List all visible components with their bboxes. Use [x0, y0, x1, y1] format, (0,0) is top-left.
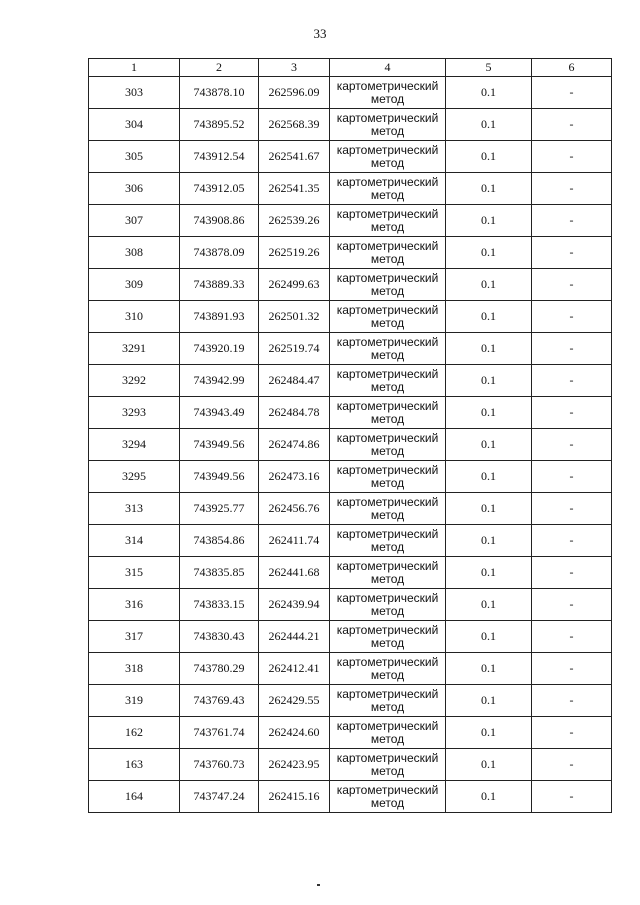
method-line-1: картометрический [336, 462, 439, 477]
method-line-1: картометрический [336, 782, 439, 797]
method-line-2: метод [370, 699, 405, 714]
table-row [89, 141, 612, 173]
precision-cell: 0.1 [446, 141, 532, 173]
x-coordinate-cell: 743747.24 [180, 781, 259, 813]
precision-cell: 0.1 [446, 493, 532, 525]
x-coordinate-cell: 743760.73 [180, 749, 259, 781]
method-line-1: картометрический [336, 398, 439, 413]
method-cell [330, 109, 446, 141]
method-line-1: картометрический [336, 718, 439, 733]
y-coordinate-cell: 262456.76 [259, 493, 330, 525]
table-row [89, 237, 612, 269]
method-line-1: картометрический [336, 238, 439, 253]
precision-cell: 0.1 [446, 77, 532, 109]
precision-cell: 0.1 [446, 525, 532, 557]
x-coordinate-cell: 743942.99 [180, 365, 259, 397]
table-row [89, 621, 612, 653]
description-cell: - [532, 109, 612, 141]
method-cell [330, 333, 446, 365]
table-row [89, 173, 612, 205]
method-cell [330, 589, 446, 621]
table-row [89, 781, 612, 813]
method-cell [330, 653, 446, 685]
precision-cell: 0.1 [446, 685, 532, 717]
method-line-2: метод [370, 219, 405, 234]
method-cell [330, 365, 446, 397]
x-coordinate-cell: 743912.05 [180, 173, 259, 205]
x-coordinate-cell: 743878.09 [180, 237, 259, 269]
y-coordinate-cell: 262484.78 [259, 397, 330, 429]
description-cell: - [532, 77, 612, 109]
x-coordinate-cell: 743830.43 [180, 621, 259, 653]
method-cell [330, 621, 446, 653]
table-row [89, 77, 612, 109]
point-number-cell: 3292 [89, 365, 180, 397]
y-coordinate-cell: 262444.21 [259, 621, 330, 653]
table-row [89, 429, 612, 461]
method-line-2: метод [370, 91, 405, 106]
y-coordinate-cell: 262519.26 [259, 237, 330, 269]
method-cell [330, 173, 446, 205]
precision-cell: 0.1 [446, 397, 532, 429]
method-cell [330, 205, 446, 237]
precision-cell: 0.1 [446, 269, 532, 301]
description-cell: - [532, 781, 612, 813]
table-row [89, 333, 612, 365]
point-number-cell: 306 [89, 173, 180, 205]
description-cell: - [532, 205, 612, 237]
method-line-2: метод [370, 539, 405, 554]
precision-cell: 0.1 [446, 589, 532, 621]
method-line-1: картометрический [336, 750, 439, 765]
description-cell: - [532, 461, 612, 493]
table-row [89, 301, 612, 333]
point-number-cell: 305 [89, 141, 180, 173]
method-cell [330, 461, 446, 493]
precision-cell: 0.1 [446, 557, 532, 589]
method-line-1: картометрический [336, 174, 439, 189]
method-line-2: метод [370, 123, 405, 138]
point-number-cell: 162 [89, 717, 180, 749]
method-line-1: картометрический [336, 78, 439, 93]
footer-mark [317, 884, 320, 886]
method-line-1: картометрический [336, 270, 439, 285]
method-cell [330, 557, 446, 589]
x-coordinate-cell: 743854.86 [180, 525, 259, 557]
table-row [89, 653, 612, 685]
method-line-2: метод [370, 283, 405, 298]
description-cell: - [532, 269, 612, 301]
x-coordinate-cell: 743895.52 [180, 109, 259, 141]
method-cell [330, 301, 446, 333]
y-coordinate-cell: 262499.63 [259, 269, 330, 301]
method-line-2: метод [370, 347, 405, 362]
method-line-1: картометрический [336, 110, 439, 125]
point-number-cell: 164 [89, 781, 180, 813]
precision-cell: 0.1 [446, 749, 532, 781]
method-line-2: метод [370, 507, 405, 522]
point-number-cell: 317 [89, 621, 180, 653]
precision-cell: 0.1 [446, 333, 532, 365]
method-line-1: картометрический [336, 334, 439, 349]
x-coordinate-cell: 743912.54 [180, 141, 259, 173]
method-line-2: метод [370, 475, 405, 490]
x-coordinate-cell: 743835.85 [180, 557, 259, 589]
point-number-cell: 309 [89, 269, 180, 301]
description-cell: - [532, 653, 612, 685]
description-cell: - [532, 301, 612, 333]
y-coordinate-cell: 262441.68 [259, 557, 330, 589]
table-row [89, 109, 612, 141]
x-coordinate-cell: 743833.15 [180, 589, 259, 621]
method-cell [330, 77, 446, 109]
point-number-cell: 163 [89, 749, 180, 781]
method-line-1: картометрический [336, 430, 439, 445]
method-cell [330, 269, 446, 301]
method-line-1: картометрический [336, 206, 439, 221]
y-coordinate-cell: 262473.16 [259, 461, 330, 493]
method-cell [330, 749, 446, 781]
point-number-cell: 310 [89, 301, 180, 333]
point-number-cell: 3291 [89, 333, 180, 365]
point-number-cell: 3293 [89, 397, 180, 429]
method-line-1: картометрический [336, 622, 439, 637]
y-coordinate-cell: 262424.60 [259, 717, 330, 749]
table-row [89, 397, 612, 429]
precision-cell: 0.1 [446, 109, 532, 141]
method-line-2: метод [370, 315, 405, 330]
method-line-2: метод [370, 667, 405, 682]
y-coordinate-cell: 262415.16 [259, 781, 330, 813]
description-cell: - [532, 141, 612, 173]
x-coordinate-cell: 743925.77 [180, 493, 259, 525]
description-cell: - [532, 173, 612, 205]
y-coordinate-cell: 262439.94 [259, 589, 330, 621]
precision-cell: 0.1 [446, 653, 532, 685]
description-cell: - [532, 397, 612, 429]
precision-cell: 0.1 [446, 717, 532, 749]
column-header: 1 [89, 59, 180, 77]
point-number-cell: 313 [89, 493, 180, 525]
point-number-cell: 307 [89, 205, 180, 237]
y-coordinate-cell: 262411.74 [259, 525, 330, 557]
method-cell [330, 397, 446, 429]
point-number-cell: 303 [89, 77, 180, 109]
method-cell [330, 717, 446, 749]
point-number-cell: 316 [89, 589, 180, 621]
point-number-cell: 314 [89, 525, 180, 557]
x-coordinate-cell: 743943.49 [180, 397, 259, 429]
method-line-1: картометрический [336, 558, 439, 573]
column-header: 2 [180, 59, 259, 77]
point-number-cell: 3295 [89, 461, 180, 493]
method-line-1: картометрический [336, 142, 439, 157]
method-line-1: картометрический [336, 526, 439, 541]
description-cell: - [532, 365, 612, 397]
y-coordinate-cell: 262541.67 [259, 141, 330, 173]
description-cell: - [532, 557, 612, 589]
table-row [89, 493, 612, 525]
table-row [89, 589, 612, 621]
table-header-row [89, 59, 612, 77]
x-coordinate-cell: 743780.29 [180, 653, 259, 685]
table-row [89, 717, 612, 749]
method-line-2: метод [370, 411, 405, 426]
table-row [89, 205, 612, 237]
description-cell: - [532, 493, 612, 525]
method-line-1: картометрический [336, 494, 439, 509]
point-number-cell: 319 [89, 685, 180, 717]
method-line-2: метод [370, 635, 405, 650]
point-number-cell: 304 [89, 109, 180, 141]
precision-cell: 0.1 [446, 237, 532, 269]
y-coordinate-cell: 262412.41 [259, 653, 330, 685]
method-line-2: метод [370, 795, 405, 810]
description-cell: - [532, 237, 612, 269]
method-line-1: картометрический [336, 590, 439, 605]
precision-cell: 0.1 [446, 301, 532, 333]
point-number-cell: 308 [89, 237, 180, 269]
column-header: 4 [330, 59, 446, 77]
method-line-1: картометрический [336, 686, 439, 701]
method-line-1: картометрический [336, 302, 439, 317]
x-coordinate-cell: 743889.33 [180, 269, 259, 301]
table-row [89, 525, 612, 557]
description-cell: - [532, 589, 612, 621]
column-header: 3 [259, 59, 330, 77]
x-coordinate-cell: 743908.86 [180, 205, 259, 237]
x-coordinate-cell: 743920.19 [180, 333, 259, 365]
point-number-cell: 318 [89, 653, 180, 685]
table-row [89, 685, 612, 717]
y-coordinate-cell: 262539.26 [259, 205, 330, 237]
precision-cell: 0.1 [446, 429, 532, 461]
y-coordinate-cell: 262568.39 [259, 109, 330, 141]
x-coordinate-cell: 743878.10 [180, 77, 259, 109]
method-line-2: метод [370, 571, 405, 586]
method-line-2: метод [370, 379, 405, 394]
table-body [89, 77, 612, 813]
table-row [89, 557, 612, 589]
y-coordinate-cell: 262541.35 [259, 173, 330, 205]
method-cell [330, 781, 446, 813]
point-number-cell: 3294 [89, 429, 180, 461]
table-row [89, 365, 612, 397]
description-cell: - [532, 525, 612, 557]
page-number: 33 [313, 26, 327, 41]
precision-cell: 0.1 [446, 781, 532, 813]
method-cell [330, 141, 446, 173]
precision-cell: 0.1 [446, 621, 532, 653]
method-line-2: метод [370, 187, 405, 202]
x-coordinate-cell: 743891.93 [180, 301, 259, 333]
method-line-1: картометрический [336, 366, 439, 381]
y-coordinate-cell: 262484.47 [259, 365, 330, 397]
x-coordinate-cell: 743761.74 [180, 717, 259, 749]
table-row [89, 749, 612, 781]
description-cell: - [532, 429, 612, 461]
point-number-cell: 315 [89, 557, 180, 589]
column-header: 5 [446, 59, 532, 77]
method-line-2: метод [370, 251, 405, 266]
precision-cell: 0.1 [446, 173, 532, 205]
x-coordinate-cell: 743949.56 [180, 461, 259, 493]
y-coordinate-cell: 262423.95 [259, 749, 330, 781]
coordinates-table [88, 58, 612, 813]
description-cell: - [532, 717, 612, 749]
method-cell [330, 429, 446, 461]
precision-cell: 0.1 [446, 365, 532, 397]
precision-cell: 0.1 [446, 461, 532, 493]
method-line-2: метод [370, 603, 405, 618]
y-coordinate-cell: 262501.32 [259, 301, 330, 333]
y-coordinate-cell: 262519.74 [259, 333, 330, 365]
description-cell: - [532, 749, 612, 781]
y-coordinate-cell: 262429.55 [259, 685, 330, 717]
precision-cell: 0.1 [446, 205, 532, 237]
y-coordinate-cell: 262596.09 [259, 77, 330, 109]
method-cell [330, 493, 446, 525]
method-cell [330, 685, 446, 717]
description-cell: - [532, 685, 612, 717]
method-line-2: метод [370, 443, 405, 458]
y-coordinate-cell: 262474.86 [259, 429, 330, 461]
description-cell: - [532, 621, 612, 653]
method-line-2: метод [370, 731, 405, 746]
method-line-2: метод [370, 763, 405, 778]
x-coordinate-cell: 743949.56 [180, 429, 259, 461]
method-line-2: метод [370, 155, 405, 170]
column-header: 6 [532, 59, 612, 77]
x-coordinate-cell: 743769.43 [180, 685, 259, 717]
method-line-1: картометрический [336, 654, 439, 669]
method-cell [330, 525, 446, 557]
table-row [89, 269, 612, 301]
method-cell [330, 237, 446, 269]
description-cell: - [532, 333, 612, 365]
table-row [89, 461, 612, 493]
